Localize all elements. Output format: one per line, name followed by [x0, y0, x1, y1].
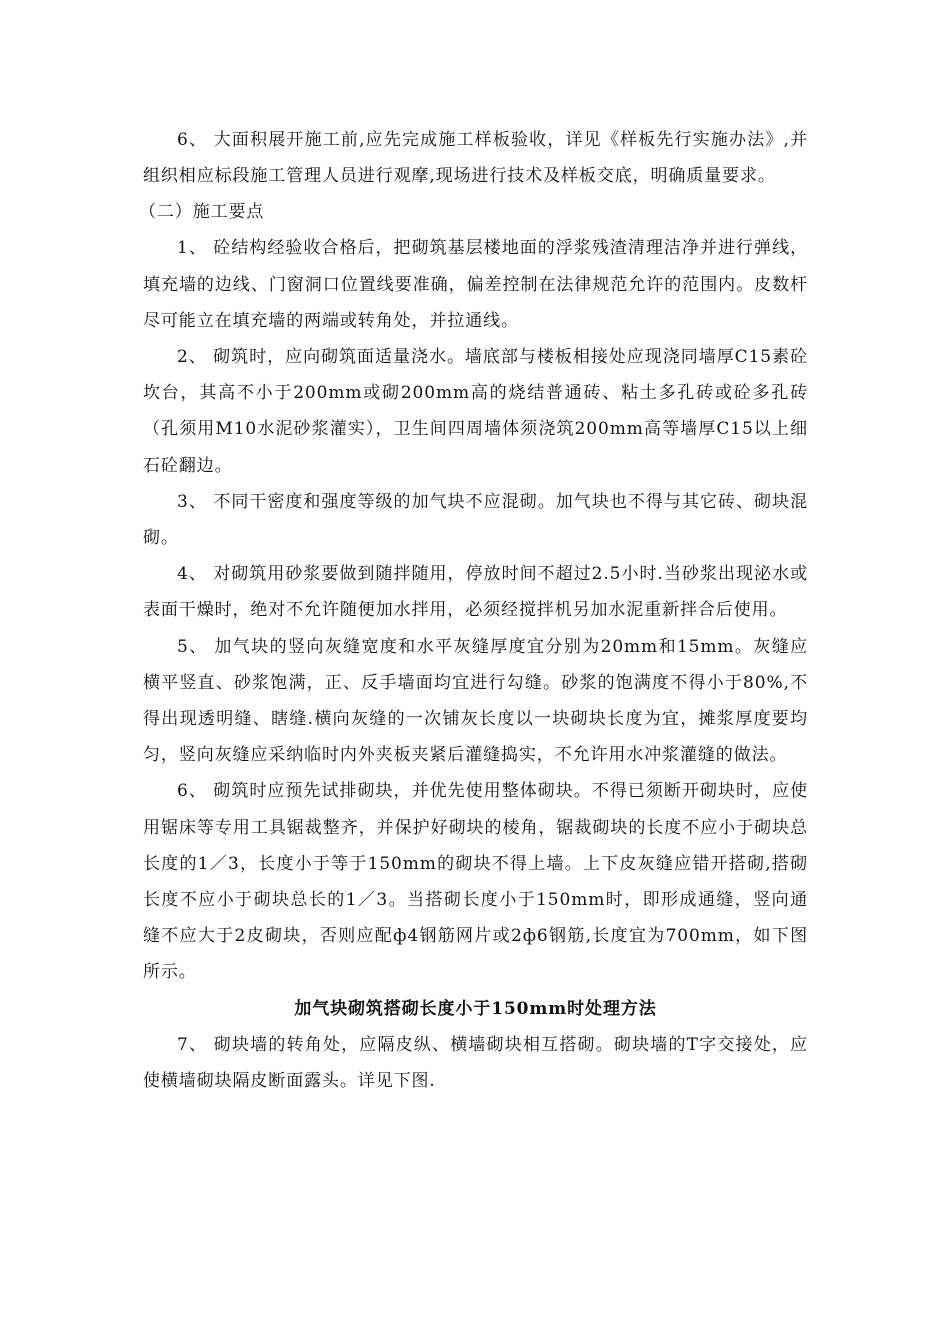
paragraph-item-3: 3、 不同干密度和强度等级的加气块不应混砌。加气块也不得与其它砖、砌块混砌。	[143, 491, 808, 549]
paragraph-item-7: 7、 砌块墙的转角处，应隔皮纵、横墙砌块相互搭砌。砌块墙的T字交接处，应使横墙砌块隔皮断面露头。详见下图.	[143, 1034, 808, 1091]
paragraph-item-6: 6、 砌筑时应预先试排砌块，并优先使用整体砌块。不得已须断开砌块时，应使用锯床等专用工具锯裁整齐，并保护好砌块的棱角，锯裁砌块的长度不应小于砌块总长度的1／3，长度小于等于150mm的砌块不得上墙。上下皮灰缝应错开搭砌,搭砌长度不应小于砌块总长的1／3。当搭砌长度小于150mm时，即形成通缝，竖向通缝不应大于2皮砌块，否则应配ф4钢筋网片或2ф6钢筋,长度宜为700mm，如下图所示。	[143, 781, 808, 983]
paragraph-item-4: 4、 对砌筑用砂浆要做到随拌随用，停放时间不超过2.5小时.当砂浆出现泌水或表面干燥时，绝对不允许随便加水拌用，必须经搅拌机另加水泥重新拌合后使用。	[143, 564, 808, 621]
paragraph-item-6-sample: 6、 大面积展开施工前,应先完成施工样板验收，详见《样板先行实施办法》,并组织相应标段施工管理人员进行观摩,现场进行技术及样板交底，明确质量要求。	[143, 130, 808, 187]
paragraph-item-5: 5、 加气块的竖向灰缝宽度和水平灰缝厚度宜分别为20mm和15mm。灰缝应横平竖直、砂浆饱满，正、反手墙面均宜进行勾缝。砂浆的饱满度不得小于80%,不得出现透明缝、瞎缝.横向灰缝的一次铺灰长度以一块砌块长度为宜，摊浆厚度要均匀，竖向灰缝应采纳临时内外夹板夹紧后灌缝捣实，不允许用水冲浆灌缝的做法。	[143, 636, 808, 766]
paragraph-item-2: 2、 砌筑时，应向砌筑面适量浇水。墙底部与楼板相接处应现浇同墙厚C15素砼坎台，其高不小于200mm或砌200mm高的烧结普通砖、粘土多孔砖或砼多孔砖（孔须用M10水泥砂浆灌实），卫生间四周墙体须浇筑200mm高等墙厚C15以上细石砼翻边。	[143, 347, 808, 476]
section-heading: （二）施工要点	[139, 202, 265, 223]
figure-caption: 加气块砌筑搭砌长度小于150mm时处理方法	[294, 998, 657, 1019]
document-body	[139, 122, 808, 1099]
paragraph-item-1: 1、 砼结构经验收合格后，把砌筑基层楼地面的浮浆残渣清理洁净并进行弹线，填充墙的边线、门窗洞口位置线要准确，偏差控制在法律规范允许的范围内。皮数杆尽可能立在填充墙的两端或转角处，并拉通线。	[143, 238, 808, 331]
